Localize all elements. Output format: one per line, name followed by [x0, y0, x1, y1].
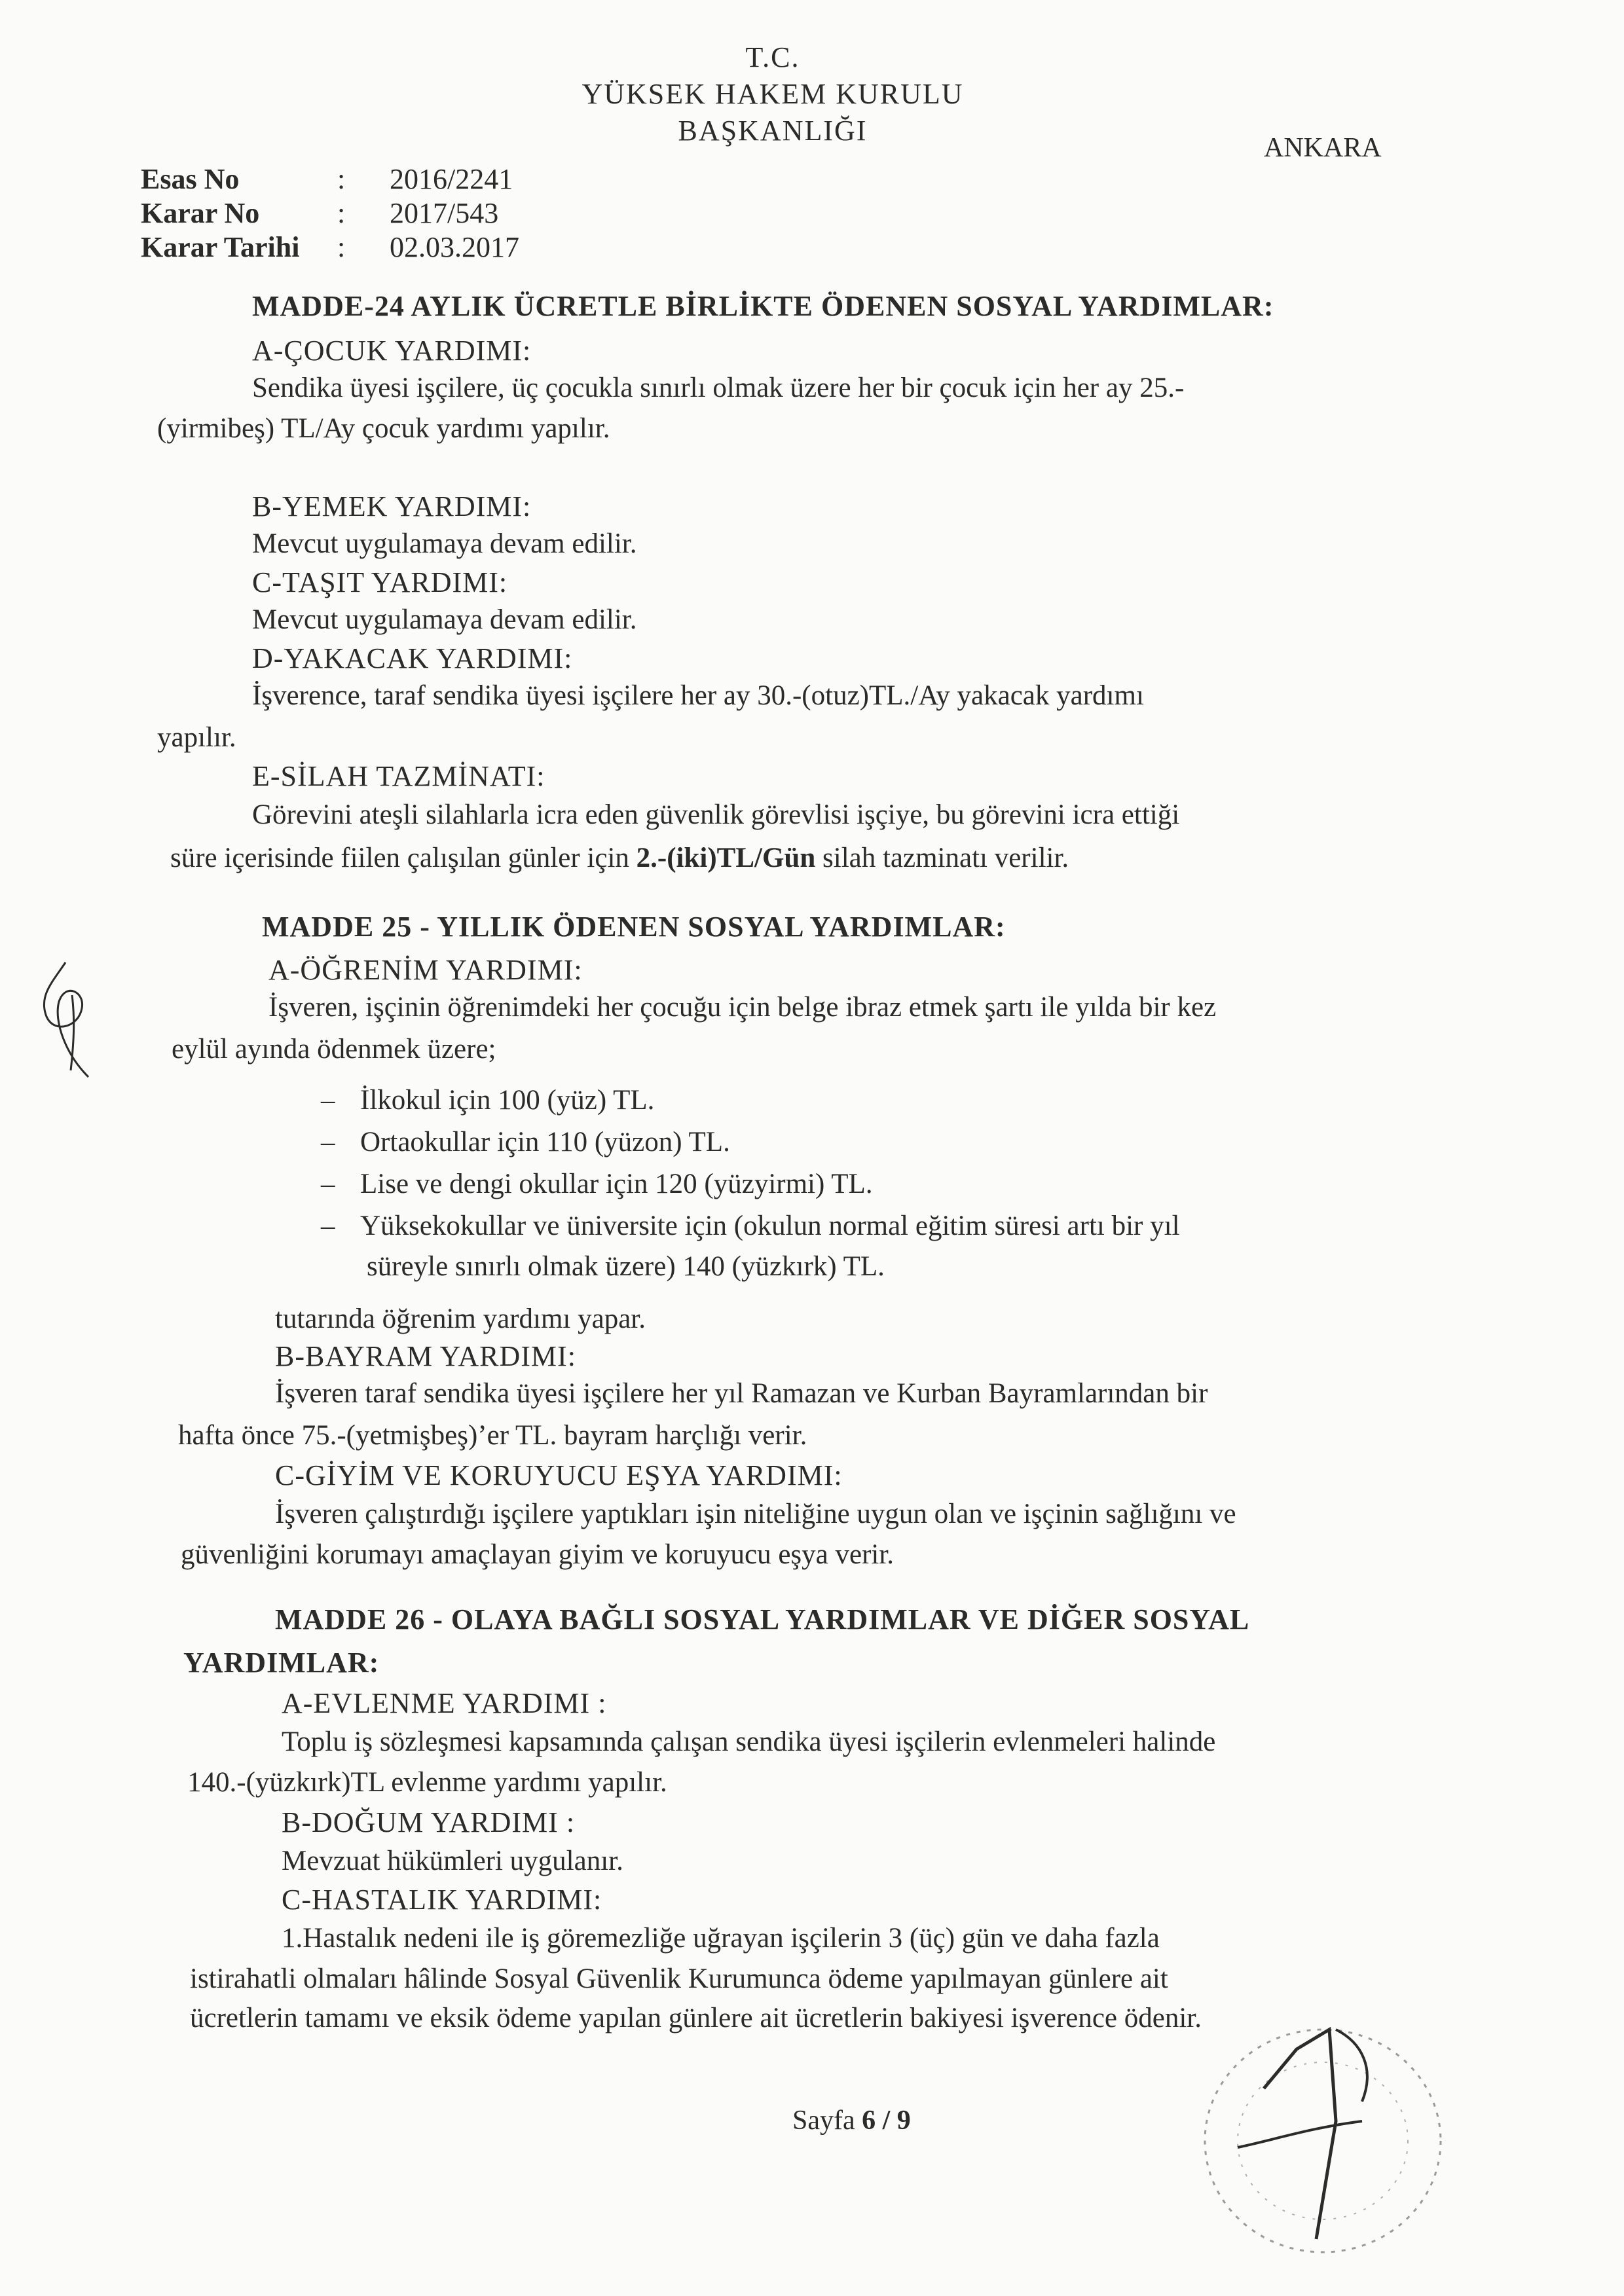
- paragraph-line: Görevini ateşli silahlarla icra eden güvenlik görevlisi işçiye, bu görevini icra ettiği: [252, 799, 1180, 830]
- section-fuel-aid-title: D-YAKACAK YARDIMI:: [252, 642, 573, 674]
- paragraph-line: yapılır.: [157, 722, 236, 753]
- paragraph-line: eylül ayında ödenmek üzere;: [172, 1034, 496, 1065]
- header-tc: T.C.: [745, 41, 800, 73]
- paragraph-line: tutarında öğrenim yardımı yapar.: [275, 1303, 646, 1334]
- list-item-text: Yüksekokullar ve üniversite için (okulun normal eğitim süresi artı bir yıl: [360, 1211, 1180, 1241]
- meta-sep: :: [337, 231, 346, 263]
- page-number: [792, 2105, 911, 2136]
- paragraph-text: silah tazminatı verilir.: [815, 843, 1069, 873]
- list-item: – İlkokul için 100 (yüz) TL.: [321, 1085, 655, 1116]
- weapon-allowance-amount: 2.-(iki)TL/Gün: [636, 843, 816, 873]
- paragraph-line: Mevcut uygulamaya devam edilir.: [252, 528, 637, 559]
- section-meal-aid-title: B-YEMEK YARDIMI:: [252, 490, 532, 522]
- section-birth-aid-title: B-DOĞUM YARDIMI :: [282, 1806, 576, 1838]
- meta-row: [141, 230, 519, 264]
- meta-value: 2017/543: [390, 197, 499, 229]
- meta-label: Esas No: [141, 163, 240, 195]
- section-clothing-aid-title: C-GİYİM VE KORUYUCU EŞYA YARDIMI:: [275, 1459, 843, 1491]
- paragraph-line: 1.Hastalık nedeni ile iş göremezliğe uğrayan işçilerin 3 (üç) gün ve daha fazla: [282, 1923, 1160, 1954]
- header-institution: YÜKSEK HAKEM KURULU: [581, 78, 964, 110]
- paragraph-line: İşverence, taraf sendika üyesi işçilere her ay 30.-(otuz)TL./Ay yakacak yardımı: [252, 680, 1144, 711]
- section-weapon-allowance-title: E-SİLAH TAZMİNATI:: [252, 760, 545, 792]
- paragraph-line: istirahatli olmaları hâlinde Sosyal Güvenlik Kurumunca ödeme yapılmayan günlere ait: [190, 1963, 1168, 1994]
- header-department: BAŞKANLIĞI: [678, 115, 868, 147]
- paragraph-line: Sendika üyesi işçilere, üç çocukla sınırlı olmak üzere her bir çocuk için her ay 25.-: [252, 373, 1185, 403]
- paragraph-line: Mevcut uygulamaya devam edilir.: [252, 604, 637, 635]
- article-26-title: MADDE 26 - OLAYA BAĞLI SOSYAL YARDIMLAR VE DİĞER SOSYAL: [275, 1603, 1250, 1635]
- paragraph-line: İşveren çalıştırdığı işçilere yaptıkları işin niteliğine uygun olan ve işçinin sağlığını ve: [275, 1499, 1236, 1529]
- article-26-title-cont: YARDIMLAR:: [183, 1647, 380, 1679]
- list-item-continuation: süreyle sınırlı olmak üzere) 140 (yüzkırk) TL.: [367, 1251, 885, 1282]
- meta-label: Karar No: [141, 197, 260, 229]
- page-number-prefix: Sayfa: [792, 2105, 862, 2136]
- article-25-title: MADDE 25 - YILLIK ÖDENEN SOSYAL YARDIMLAR:: [262, 911, 1006, 943]
- list-item: – Yüksekokullar ve üniversite için (okulun normal eğitim süresi artı bir yıl: [321, 1211, 1180, 1241]
- section-child-aid-title: A-ÇOCUK YARDIMI:: [252, 335, 532, 367]
- list-item-text: Lise ve dengi okullar için 120 (yüzyirmi) TL.: [360, 1169, 873, 1199]
- meta-sep: :: [337, 197, 346, 229]
- paragraph-line: İşveren taraf sendika üyesi işçilere her yıl Ramazan ve Kurban Bayramlarından bir: [275, 1378, 1208, 1409]
- handwritten-initial-icon: [26, 956, 118, 1087]
- meta-row: [141, 162, 513, 196]
- header-city: ANKARA: [1264, 133, 1382, 163]
- paragraph-line: ücretlerin tamamı ve eksik ödeme yapılan günlere ait ücretlerin bakiyesi işverence ödenir.: [190, 2003, 1202, 2033]
- section-education-aid-title: A-ÖĞRENİM YARDIMI:: [268, 954, 583, 986]
- meta-value: 02.03.2017: [390, 231, 519, 263]
- meta-label: Karar Tarihi: [141, 231, 300, 263]
- paragraph-line: Toplu iş sözleşmesi kapsamında çalışan sendika üyesi işçilerin evlenmeleri halinde: [282, 1726, 1216, 1757]
- meta-value: 2016/2241: [390, 163, 513, 195]
- official-stamp-icon: [1166, 1990, 1467, 2278]
- list-item: – Lise ve dengi okullar için 120 (yüzyirmi) TL.: [321, 1169, 873, 1199]
- list-item: – Ortaokullar için 110 (yüzon) TL.: [321, 1127, 730, 1157]
- paragraph-text: süre içerisinde fiilen çalışılan günler için: [170, 843, 637, 873]
- section-illness-aid-title: C-HASTALIK YARDIMI:: [282, 1884, 602, 1916]
- paragraph-line: Mevzuat hükümleri uygulanır.: [282, 1846, 623, 1876]
- list-item-text: Ortaokullar için 110 (yüzon) TL.: [360, 1127, 730, 1157]
- section-holiday-aid-title: B-BAYRAM YARDIMI:: [275, 1340, 576, 1372]
- meta-sep: :: [337, 163, 346, 195]
- page-number-value: 6 / 9: [862, 2105, 911, 2136]
- list-item-text: İlkokul için 100 (yüz) TL.: [360, 1085, 655, 1116]
- paragraph-line: hafta önce 75.-(yetmişbeş)’er TL. bayram harçlığı verir.: [178, 1420, 807, 1451]
- paragraph-line: 140.-(yüzkırk)TL evlenme yardımı yapılır.: [187, 1767, 667, 1798]
- paragraph-line: (yirmibeş) TL/Ay çocuk yardımı yapılır.: [157, 413, 610, 444]
- meta-row: [141, 196, 498, 230]
- section-transport-aid-title: C-TAŞIT YARDIMI:: [252, 566, 508, 598]
- paragraph-line: [170, 842, 1069, 874]
- paragraph-line: güvenliğini korumayı amaçlayan giyim ve koruyucu eşya verir.: [181, 1539, 895, 1570]
- section-marriage-aid-title: A-EVLENME YARDIMI :: [282, 1687, 607, 1719]
- article-24-title: MADDE-24 AYLIK ÜCRETLE BİRLİKTE ÖDENEN SOSYAL YARDIMLAR:: [252, 290, 1274, 322]
- paragraph-line: İşveren, işçinin öğrenimdeki her çocuğu için belge ibraz etmek şartı ile yılda bir kez: [268, 992, 1217, 1023]
